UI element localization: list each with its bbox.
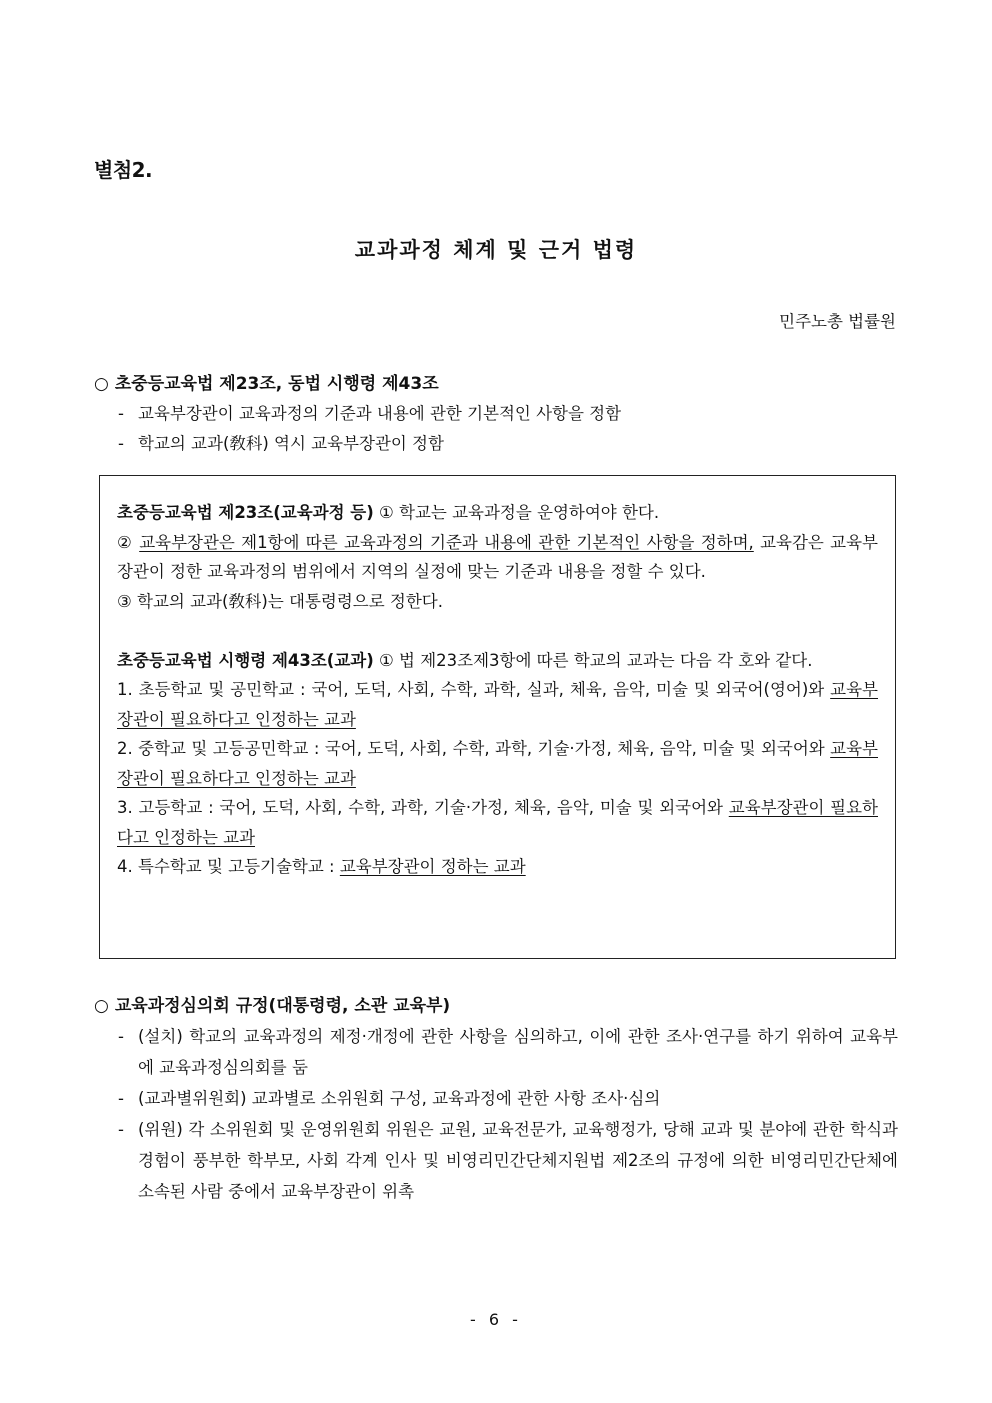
spacer <box>117 616 878 646</box>
dash-icon: - <box>118 1089 124 1108</box>
underlined-text: 교육부장관이 필요하다고 인정하는 교과 <box>117 739 878 788</box>
section-heading <box>94 369 898 399</box>
dash-icon: - <box>118 1027 124 1046</box>
circle-bullet-icon: ○ <box>94 996 109 1016</box>
list-item: - (위원) 각 소위원회 및 운영위원회 위원은 교원, 교육전문가, 교육행정가, 당해 교과 및 분야에 관한 학식과 경험이 풍부한 학부모, 사회 각계 인사 및 비영리민간단체지원법 제2조의 규정에 의한 비영리민간단체에 소속된 사람 중에서 교육부장관이 위촉 <box>94 1114 898 1207</box>
article43-item: 3. 고등학교 : 국어, 도덕, 사회, 수학, 과학, 기술·가정, 체육, 음악, 미술 및 외국어와 교육부장관이 필요하다고 인정하는 교과 <box>117 798 878 847</box>
section-heading-text: 교육과정심의회 규정(대통령령, 소관 교육부) <box>114 996 451 1016</box>
dash-icon: - <box>118 434 124 453</box>
list-item: - (설치) 학교의 교육과정의 제정·개정에 관한 사항을 심의하고, 이에 관한 조사·연구를 하기 위하여 교육부에 교육과정심의회를 둠 <box>94 1021 898 1083</box>
list-item: - 학교의 교과(敎科) 역시 교육부장관이 정함 <box>94 429 898 459</box>
document-title: 교과과정 체계 및 근거 법령 <box>354 238 638 262</box>
list-item: - 교육부장관이 교육과정의 기준과 내용에 관한 기본적인 사항을 정함 <box>94 399 898 429</box>
underlined-text: 교육부장관이 정하는 교과 <box>339 857 526 876</box>
article43-item: 4. 특수학교 및 고등기술학교 : 교육부장관이 정하는 교과 <box>117 857 526 876</box>
article23-heading: 초중등교육법 제23조(교육과정 등) <box>117 503 374 522</box>
attachment-label: 별첨2. <box>94 158 153 182</box>
article43-heading: 초중등교육법 시행령 제43조(교과) <box>117 650 374 670</box>
dash-icon: - <box>118 404 124 423</box>
article43-intro: 초중등교육법 시행령 제43조(교과) ① 법 제23조제3항에 따른 학교의 교과는 다음 각 호와 같다. <box>117 650 813 670</box>
article23-para2: ② 교육부장관은 제1항에 따른 교육과정의 기준과 내용에 관한 기본적인 사항을 정하며, 교육감은 교육부장관이 정한 교육과정의 범위에서 지역의 실정에 맞는 기준과 내용을 정할 수 있다. <box>117 532 878 581</box>
law-text-box <box>99 475 896 959</box>
circle-bullet-icon: ○ <box>94 374 109 394</box>
article23-para1: 초중등교육법 제23조(교육과정 등) ① 학교는 교육과정을 운영하여야 한다. <box>117 503 660 522</box>
section-curriculum-council <box>94 991 898 1207</box>
section-legal-basis <box>94 369 898 459</box>
page-number: - 6 - <box>470 1310 522 1329</box>
article43-item: 2. 중학교 및 고등공민학교 : 국어, 도덕, 사회, 수학, 과학, 기술·가정, 체육, 음악, 미술 및 외국어와 교육부장관이 필요하다고 인정하는 교과 <box>117 739 878 788</box>
section-heading <box>94 991 898 1021</box>
underlined-text: 교육부장관이 필요하다고 인정하는 교과 <box>117 798 878 847</box>
dash-icon: - <box>118 1120 124 1139</box>
article23-para3: ③ 학교의 교과(敎科)는 대통령령으로 정한다. <box>117 591 443 611</box>
list-item: - (교과별위원회) 교과별로 소위원회 구성, 교육과정에 관한 사항 조사·심의 <box>94 1083 898 1114</box>
author-line: 민주노총 법률원 <box>779 312 896 331</box>
section-heading-text: 초중등교육법 제23조, 동법 시행령 제43조 <box>114 374 439 394</box>
underlined-text: 교육부장관은 제1항에 따른 교육과정의 기준과 내용에 관한 기본적인 사항을 정하며, <box>139 532 754 552</box>
underlined-text: 교육부장관이 필요하다고 인정하는 교과 <box>117 680 878 729</box>
article43-item: 1. 초등학교 및 공민학교 : 국어, 도덕, 사회, 수학, 과학, 실과, 체육, 음악, 미술 및 외국어(영어)와 교육부장관이 필요하다고 인정하는 교과 <box>117 680 878 729</box>
